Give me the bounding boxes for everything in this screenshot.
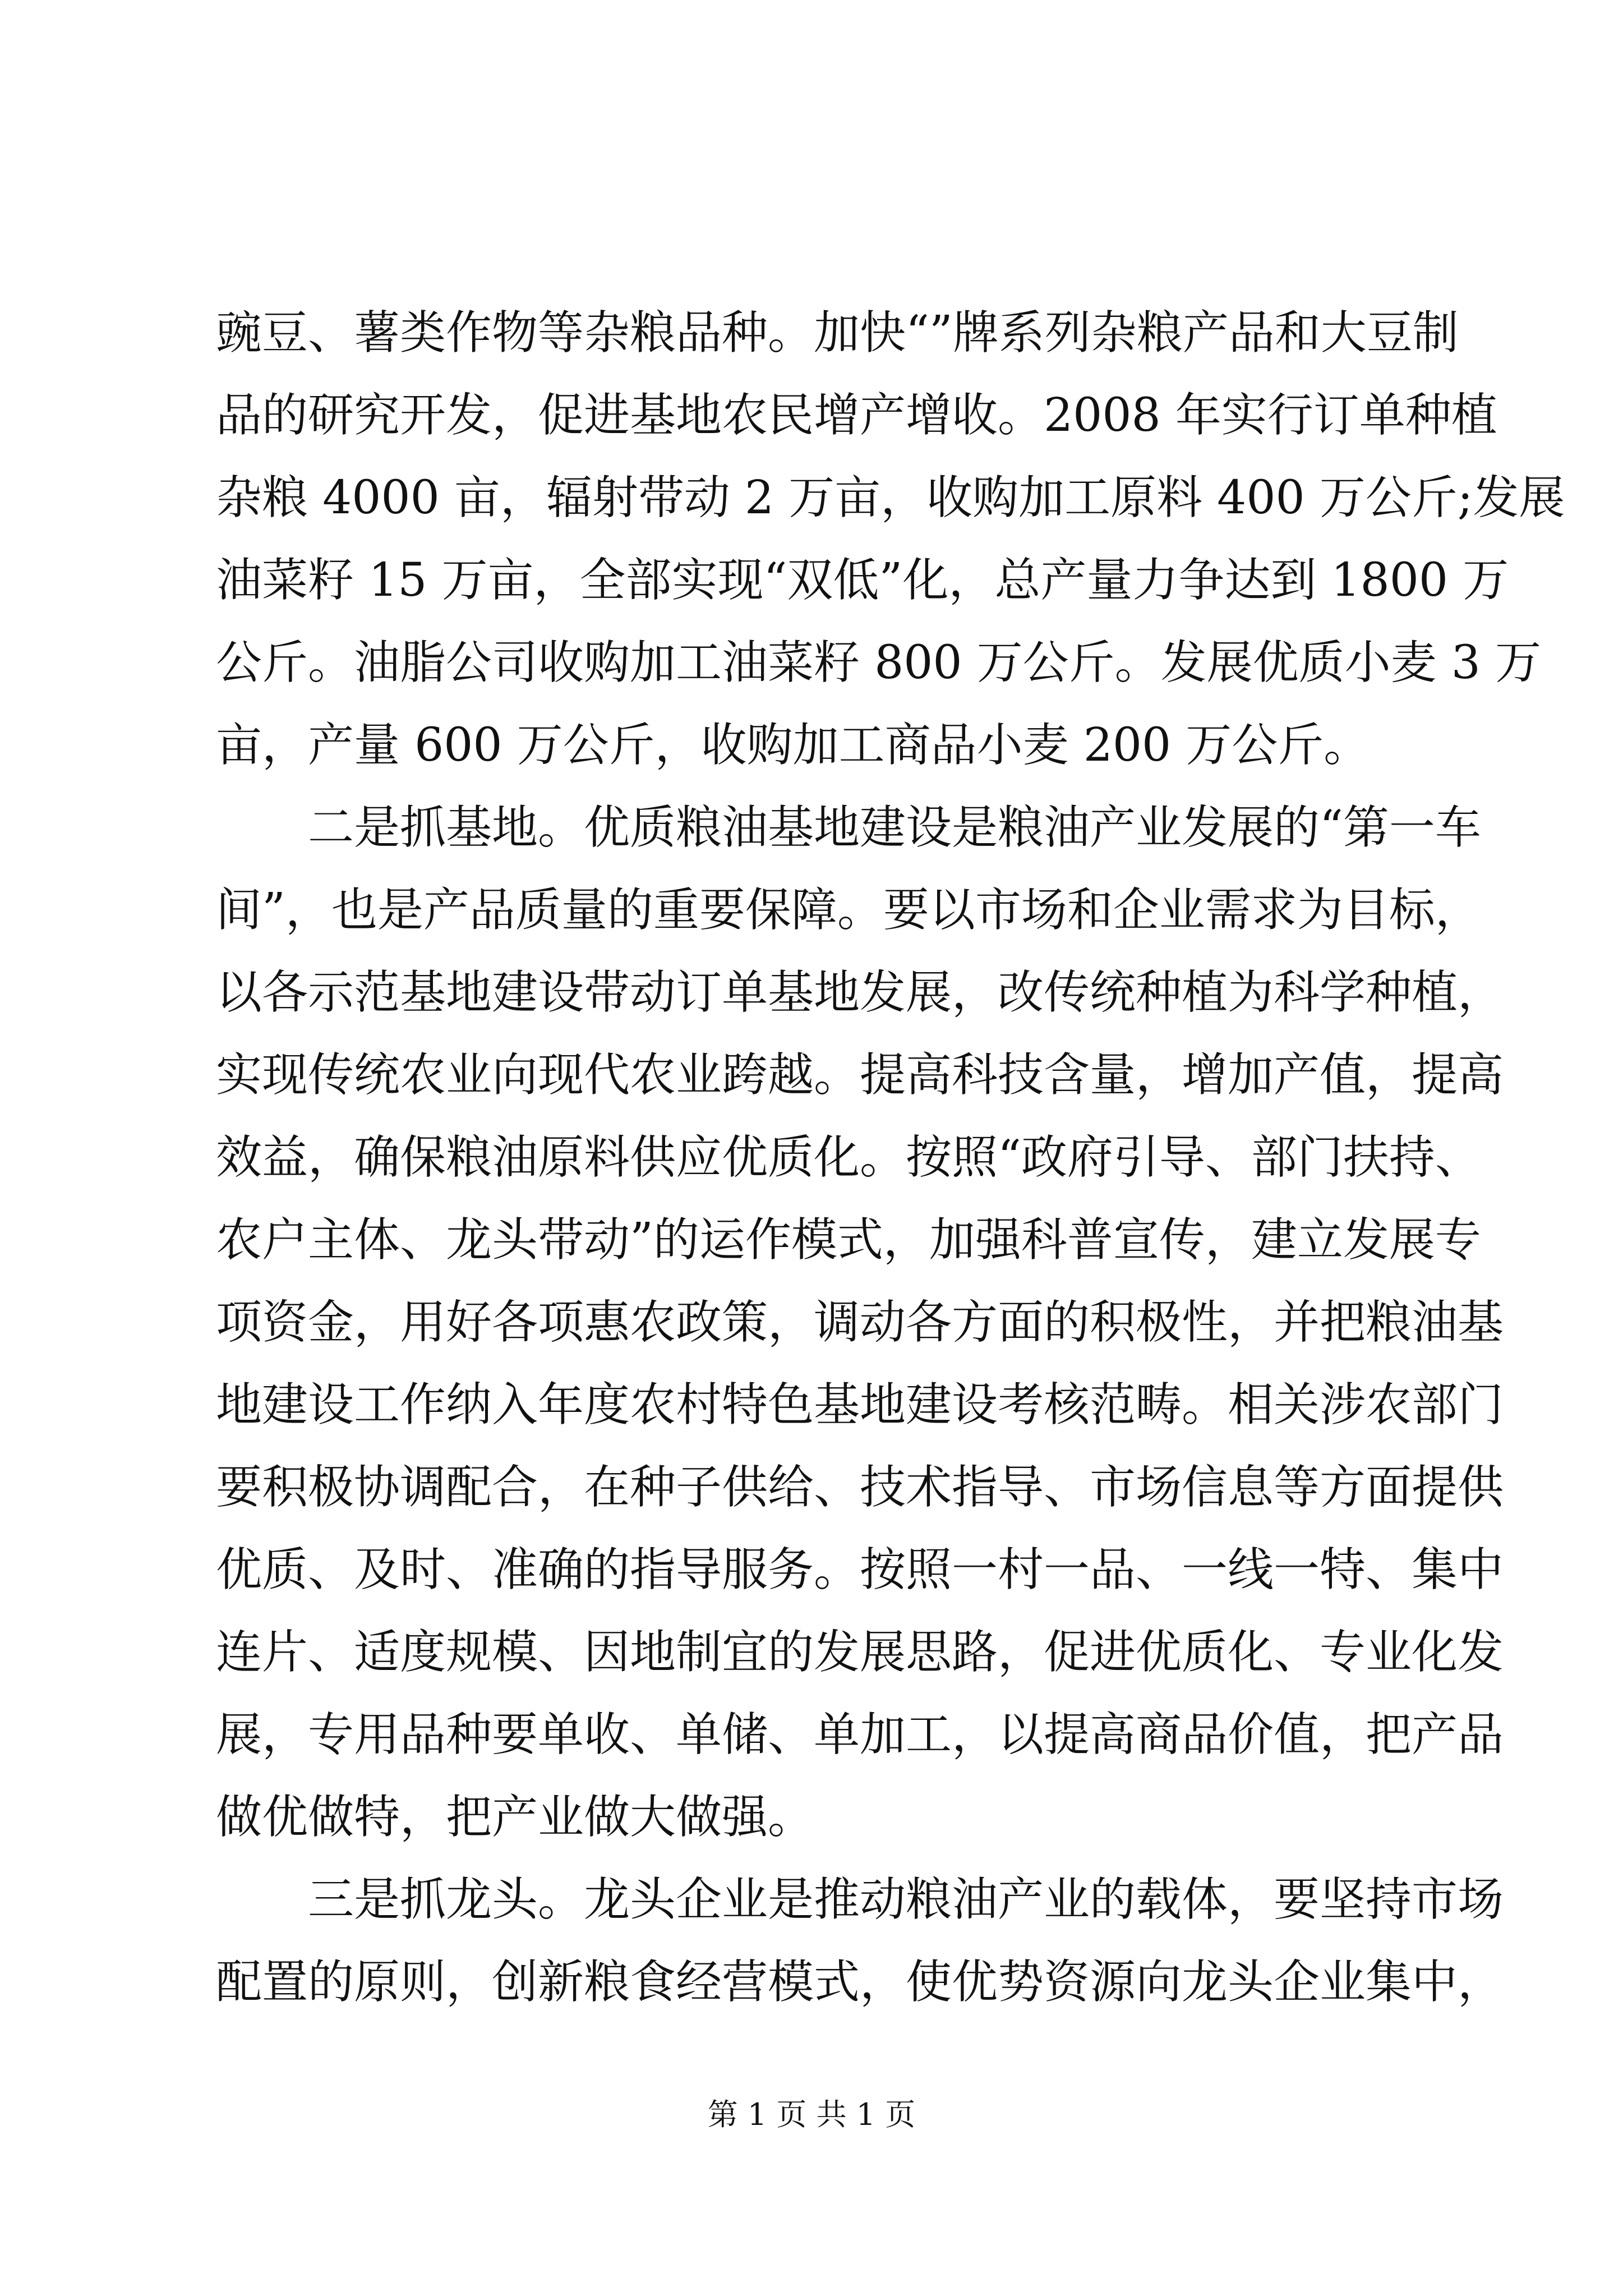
text-line: 连片、适度规模、因地制宜的发展思路，促进优质化、专业化发 <box>216 1626 1504 1679</box>
text-line: 三是抓龙头。龙头企业是推动粮油产业的载体，要坚持市场 <box>216 1873 1504 1926</box>
text-line: 要积极协调配合，在种子供给、技术指导、市场信息等方面提供 <box>216 1461 1504 1514</box>
text-line: 展，专用品种要单收、单储、单加工，以提高商品价值，把产品 <box>216 1708 1504 1761</box>
text-line: 公斤。油脂公司收购加工油菜籽 800 万公斤。发展优质小麦 3 万 <box>216 636 1541 689</box>
text-line: 项资金，用好各项惠农政策，调动各方面的积极性，并把粮油基 <box>216 1296 1504 1349</box>
text-line: 做优做特，把产业做大做强。 <box>216 1791 814 1844</box>
text-line: 杂粮 4000 亩，辐射带动 2 万亩，收购加工原料 400 万公斤;发展 <box>216 471 1565 524</box>
page-footer <box>0 2095 1623 2134</box>
text-line: 间”，也是产品质量的重要保障。要以市场和企业需求为目标， <box>216 884 1481 937</box>
text-line: 配置的原则，创新粮食经营模式，使优势资源向龙头企业集中， <box>216 1955 1504 2009</box>
text-line: 地建设工作纳入年度农村特色基地建设考核范畴。相关涉农部门 <box>216 1378 1504 1432</box>
text-line: 油菜籽 15 万亩，全部实现“双低”化，总产量力争达到 1800 万 <box>216 554 1509 607</box>
text-line: 二是抓基地。优质粮油基地建设是粮油产业发展的“第一车 <box>216 801 1481 854</box>
text-line: 农户主体、龙头带动”的运作模式，加强科普宣传，建立发展专 <box>216 1213 1481 1267</box>
text-line: 亩，产量 600 万公斤，收购加工商品小麦 200 万公斤。 <box>216 719 1370 772</box>
text-line: 豌豆、薯类作物等杂粮品种。加快“”牌系列杂粮产品和大豆制 <box>216 306 1459 360</box>
page-number: 第 1 页 共 1 页 <box>707 2097 916 2132</box>
text-line: 效益，确保粮油原料供应优质化。按照“政府引导、部门扶持、 <box>216 1131 1481 1184</box>
text-line: 优质、及时、准确的指导服务。按照一村一品、一线一特、集中 <box>216 1543 1504 1596</box>
text-line: 以各示范基地建设带动订单基地发展，改传统种植为科学种植， <box>216 966 1504 1019</box>
text-line: 实现传统农业向现代农业跨越。提高科技含量，增加产值，提高 <box>216 1048 1504 1102</box>
text-line: 品的研究开发，促进基地农民增产增收。2008 年实行订单种植 <box>216 389 1497 442</box>
document-body <box>216 292 1565 2023</box>
